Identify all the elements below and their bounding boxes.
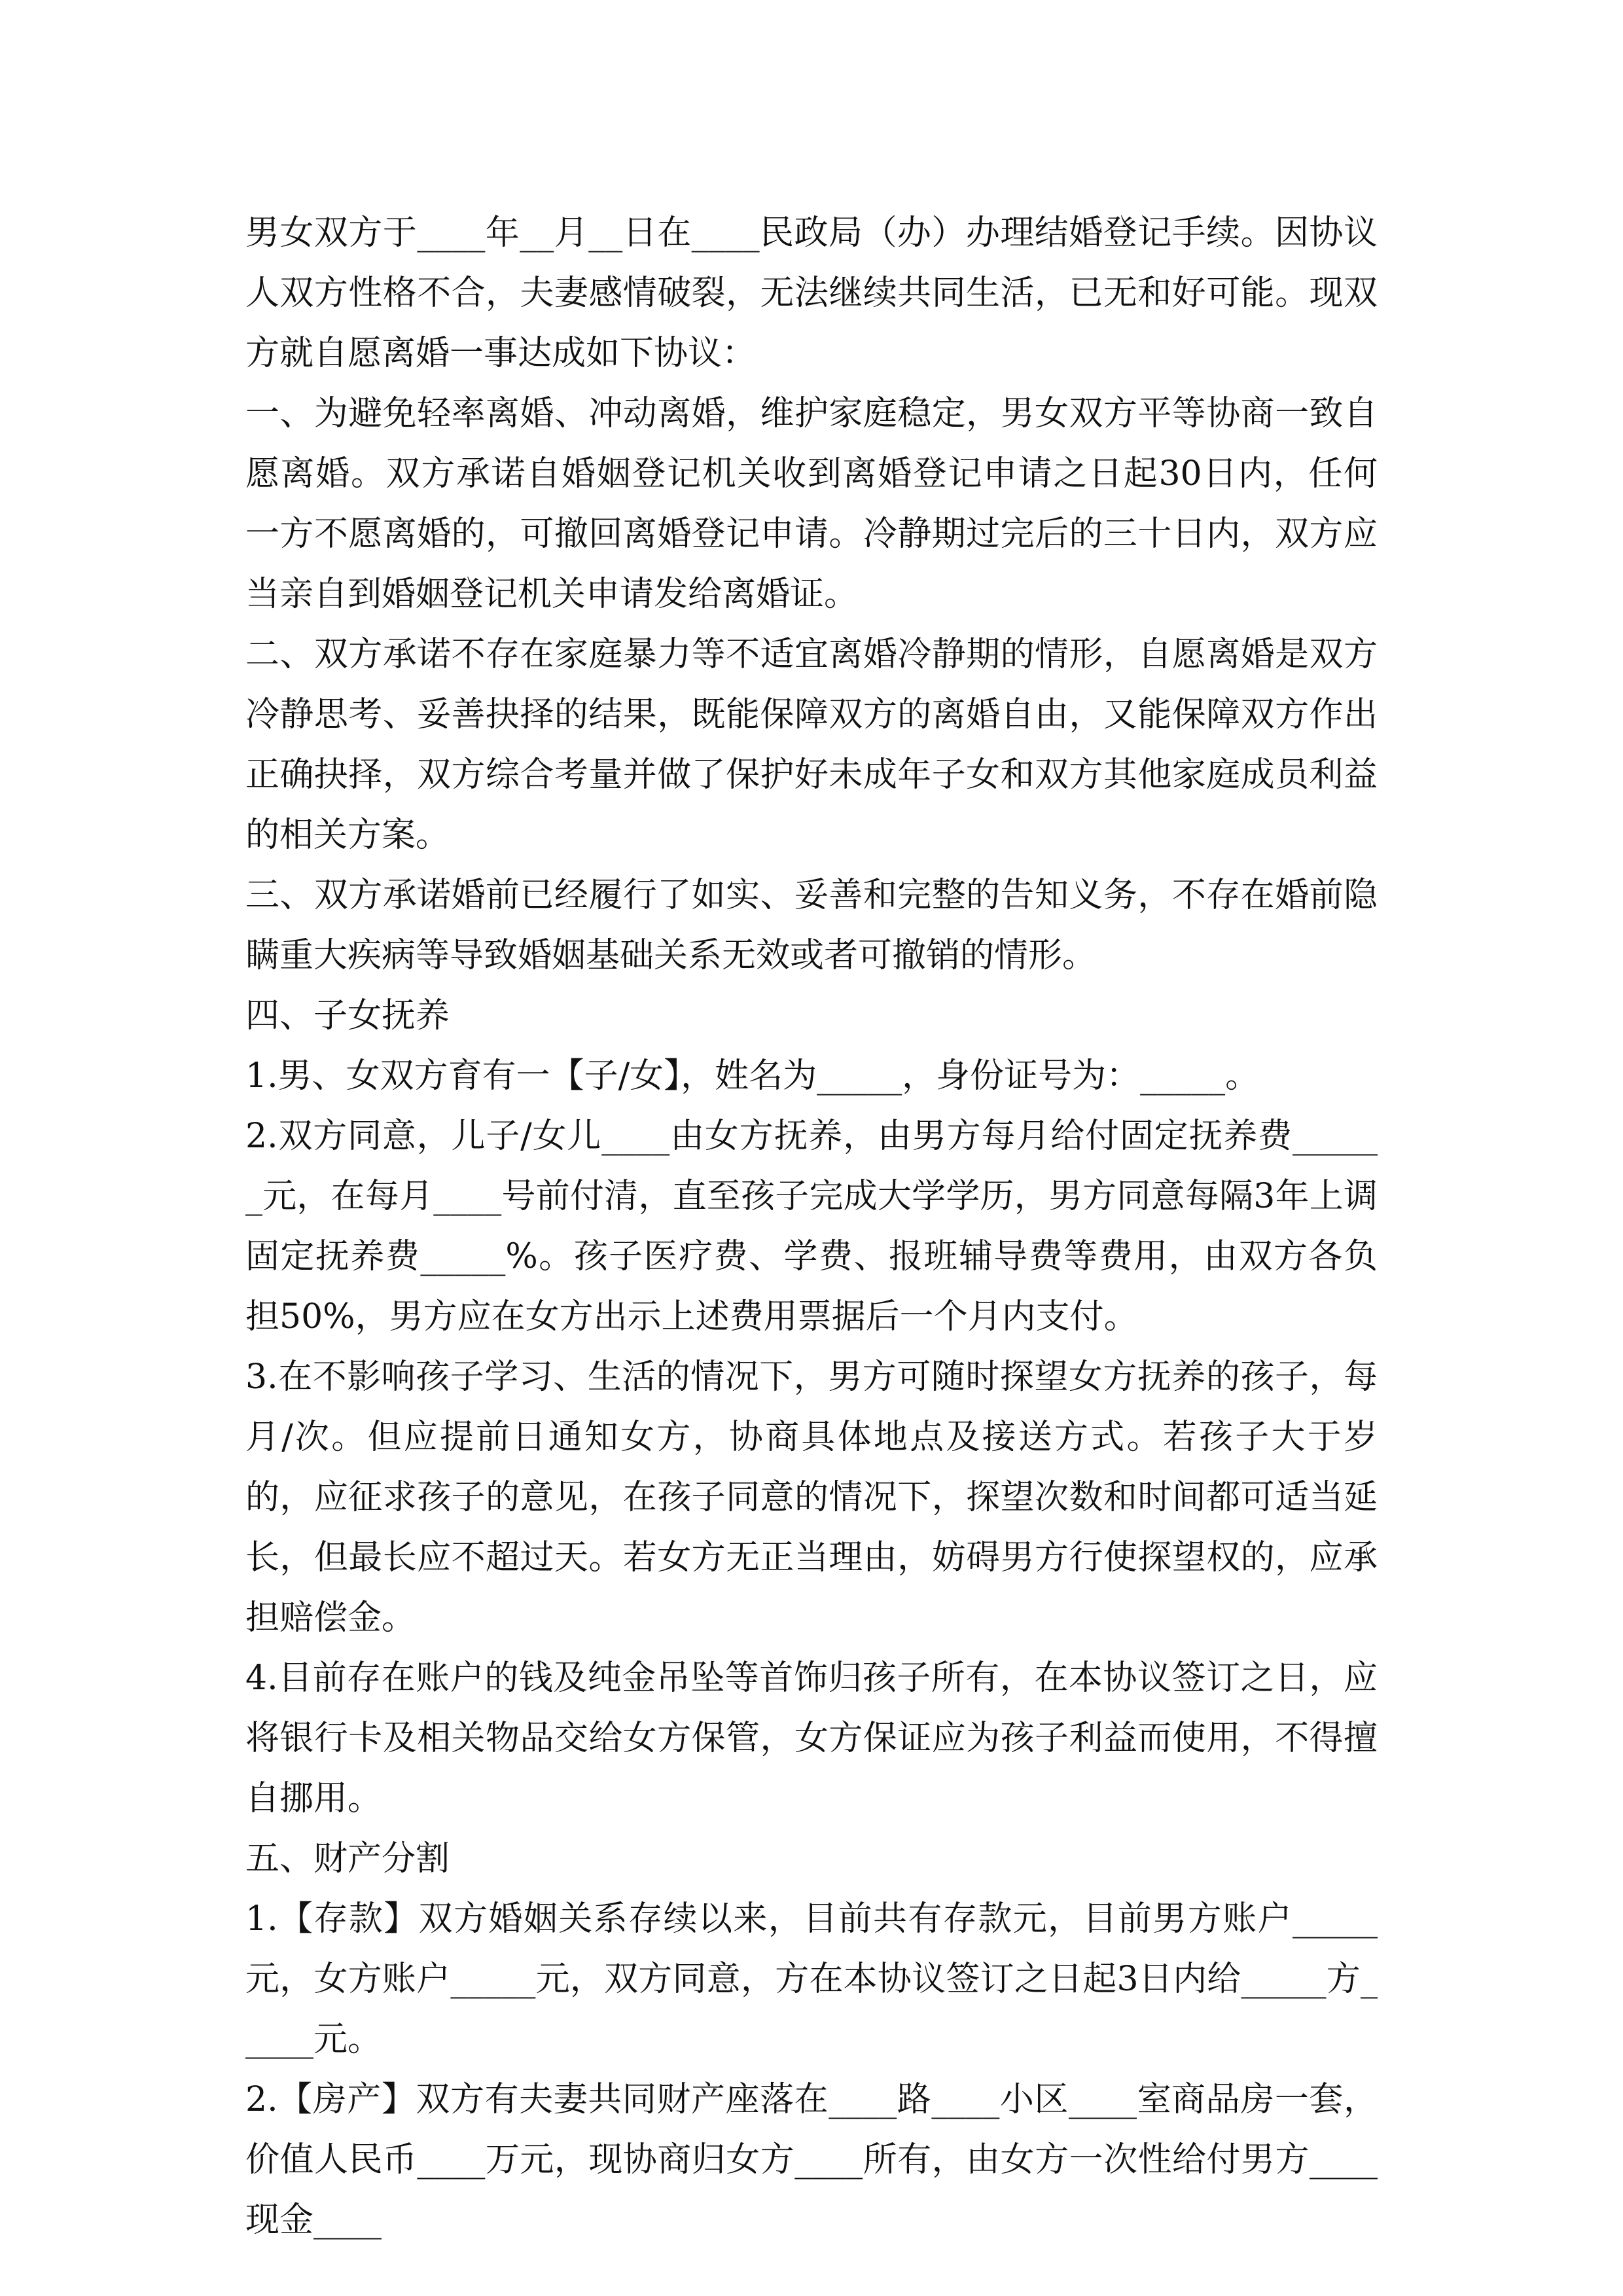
paragraph-clause-3: 三、双方承诺婚前已经履行了如实、妥善和完整的告知义务，不存在婚前隐瞒重大疾病等导致婚姻基础关系无效或者可撤销的情形。 [245,876,1378,975]
section-heading-property-division: 五、财产分割 [245,1839,450,1878]
paragraph-intro: 男女双方于____年__月__日在____民政局（办）办理结婚登记手续。因协议人双方性格不合，夫妻感情破裂，无法继续共同生活，已无和好可能。现双方就自愿离婚一事达成如下协议： [245,213,1378,373]
paragraph-custody-1: 1.男、女双方育有一【子/女】，姓名为_____，身份证号为：_____。 [245,1056,1260,1096]
paragraph-clause-1: 一、为避免轻率离婚、冲动离婚，维护家庭稳定，男女双方平等协商一致自愿离婚。双方承诺自婚姻登记机关收到离婚登记申请之日起30日内，任何一方不愿离婚的，可撤回离婚登记申请。冷静期过完后的三十日内，双方应当亲自到婚姻登记机关申请发给离婚证。 [245,394,1378,614]
paragraph-custody-4: 4.目前存在账户的钱及纯金吊坠等首饰归孩子所有，在本协议签订之日，应将银行卡及相关物品交给女方保管，女方保证应为孩子利益而使用，不得擅自挪用。 [245,1659,1378,1818]
document-body [245,203,1378,2250]
paragraph-custody-2: 2.双方同意，儿子/女儿____由女方抚养，由男方每月给付固定抚养费______元，在每月____号前付清，直至孩子完成大学学历，男方同意每隔3年上调固定抚养费_____%。孩子医疗费、学费、报班辅导费等费用，由双方各负担50%，男方应在女方出示上述费用票据后一个月内支付。 [245,1117,1378,1336]
section-heading-child-custody: 四、子女抚养 [245,996,450,1035]
paragraph-clause-2: 二、双方承诺不存在家庭暴力等不适宜离婚冷静期的情形，自愿离婚是双方冷静思考、妥善抉择的结果，既能保障双方的离婚自由，又能保障双方作出正确抉择，双方综合考量并做了保护好未成年子女和双方其他家庭成员利益的相关方案。 [245,635,1378,855]
paragraph-property-1: 1.【存款】双方婚姻关系存续以来，目前共有存款元，目前男方账户_____元，女方账户_____元，双方同意，方在本协议签订之日起3日内给_____方_____元。 [245,1899,1378,2059]
paragraph-property-2: 2.【房产】双方有夫妻共同财产座落在____路____小区____室商品房一套，价值人民币____万元，现协商归女方____所有，由女方一次性给付男方____现金____ [245,2080,1378,2240]
paragraph-custody-3: 3.在不影响孩子学习、生活的情况下，男方可随时探望女方抚养的孩子，每月/次。但应提前日通知女方，协商具体地点及接送方式。若孩子大于岁的，应征求孩子的意见，在孩子同意的情况下，探望次数和时间都可适当延长，但最长应不超过天。若女方无正当理由，妨碍男方行使探望权的，应承担赔偿金。 [245,1357,1378,1638]
